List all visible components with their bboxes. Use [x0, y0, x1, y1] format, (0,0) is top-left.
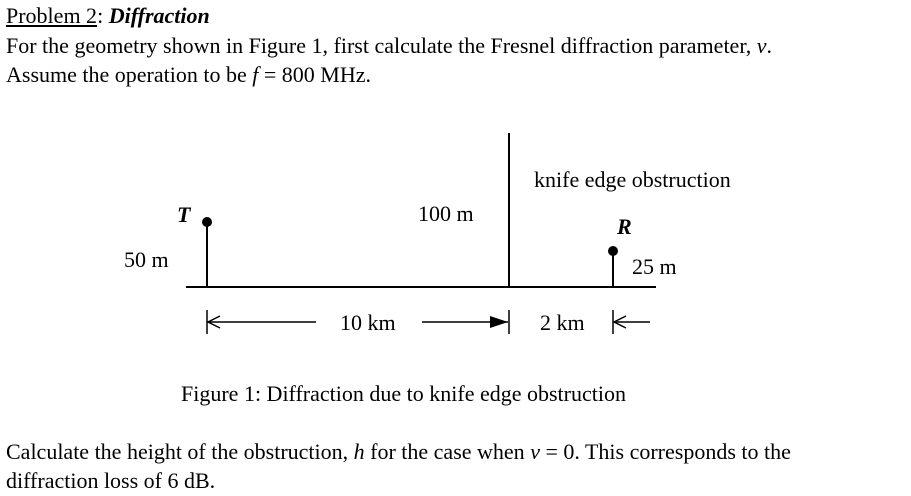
question-text-2: for the case when [364, 439, 531, 464]
question-text-3: = 0. This corresponds to the [539, 439, 791, 464]
intro-line-2-text: Assume the operation to be [6, 62, 253, 87]
receiver-label: R [617, 214, 632, 239]
intro-var-f: f [252, 62, 259, 87]
question-var-v: v [530, 439, 540, 464]
intro-line-1-end: . [766, 33, 773, 58]
intro-line-2-end: = 800 MHz. [258, 62, 371, 87]
question-line-1 [6, 439, 791, 465]
obstruction-label: knife edge obstruction [534, 167, 731, 192]
figure-caption: Figure 1: Diffraction due to knife edge obstruction [181, 381, 626, 406]
receiver-antenna-icon [608, 246, 618, 256]
distance-obstruction-rx-label: 2 km [540, 310, 585, 335]
problem-separator: : [97, 3, 109, 28]
question-line-2: diffraction loss of 6 dB. [6, 468, 216, 493]
transmitter-label: T [177, 202, 191, 227]
intro-line-1-text: For the geometry shown in Figure 1, first calculate the Fresnel diffraction parameter, [6, 33, 757, 58]
problem-label: Problem 2 [6, 3, 98, 28]
receiver-height-label: 25 m [632, 254, 677, 279]
distance-tx-obstruction-label: 10 km [340, 310, 396, 335]
intro-var-v: v [756, 33, 767, 58]
transmitter-antenna-icon [202, 217, 212, 227]
question-var-h: h [353, 439, 365, 464]
question-text-1: Calculate the height of the obstruction, [6, 439, 354, 464]
obstruction-height-label: 100 m [418, 201, 474, 226]
transmitter-height-label: 50 m [124, 247, 169, 272]
problem-title: Diffraction [108, 3, 210, 28]
arrowhead-right-icon [490, 316, 508, 328]
